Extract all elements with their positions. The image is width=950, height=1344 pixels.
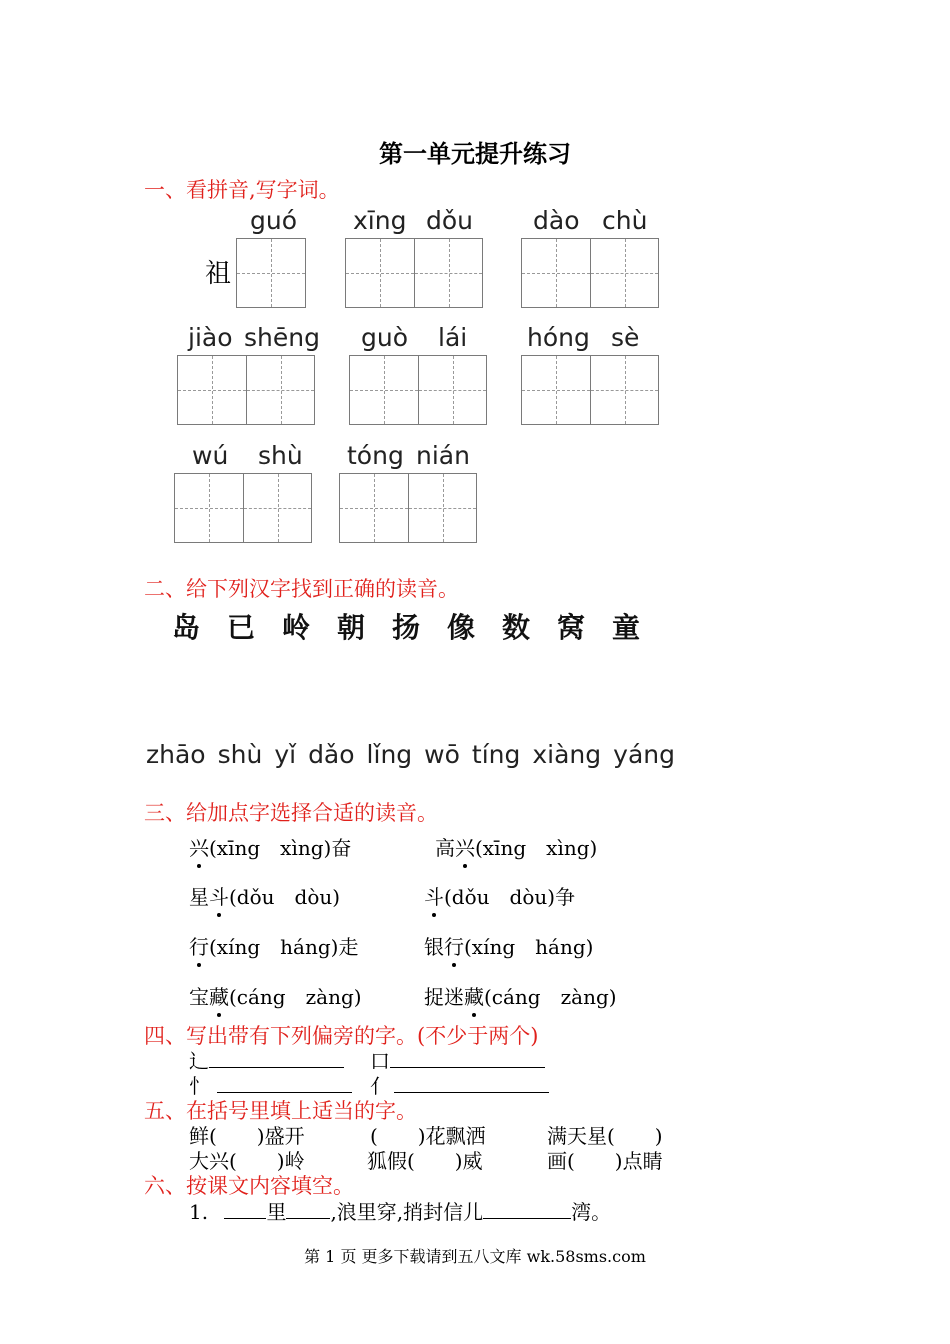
hanzi: 岭: [282, 611, 311, 644]
section3-heading: 三、给加点字选择合适的读音。: [144, 801, 438, 825]
writing-grid[interactable]: [349, 355, 487, 425]
answer-blank[interactable]: [390, 1049, 545, 1068]
pinyin-label: dào: [533, 206, 580, 235]
section6-heading: 六、按课文内容填空。: [144, 1174, 354, 1198]
pinyin-option: yǐ: [274, 740, 297, 769]
pinyin-label: lái: [438, 323, 468, 352]
writing-grid[interactable]: [177, 355, 315, 425]
answer-blank[interactable]: [217, 1074, 352, 1093]
section5-heading: 五、在括号里填上适当的字。: [144, 1099, 417, 1123]
radical-item: 亻: [370, 1070, 549, 1099]
hanzi: 扬: [392, 611, 421, 644]
hanzi: 数: [502, 611, 531, 644]
reading-item: 兴(xīng xìng)奋: [189, 832, 351, 861]
section4-heading: 四、写出带有下列偏旁的字。(不少于两个): [144, 1024, 539, 1048]
pinyin-option: tíng: [471, 740, 521, 769]
pinyin-option: dǎo: [308, 740, 355, 769]
fill-item: 鲜( )盛开: [189, 1124, 305, 1148]
radical-item: 忄: [189, 1070, 352, 1099]
writing-grid[interactable]: [236, 238, 306, 308]
fill-item: 狐假( )威: [367, 1149, 483, 1173]
dotted-char: 斗: [424, 881, 444, 910]
fill-item: 满天星( ): [547, 1124, 663, 1148]
pinyin-label: nián: [416, 441, 470, 470]
pinyin-label: xīng: [353, 206, 407, 235]
dotted-char: 行: [444, 931, 464, 960]
pinyin-option: yáng: [613, 740, 675, 769]
fill-item: 大兴( )岭: [189, 1149, 305, 1173]
dotted-char: 兴: [189, 832, 209, 861]
pinyin-label: dǒu: [426, 206, 474, 235]
pinyin-label: shù: [258, 441, 303, 470]
page-title: 第一单元提升练习: [379, 139, 571, 168]
fill-item: 画( )点睛: [547, 1149, 663, 1173]
reading-item: 行(xíng háng)走: [189, 931, 358, 960]
pinyin-option: xiàng: [532, 740, 602, 769]
fill-item: ( )花飘洒: [370, 1124, 486, 1148]
pinyin-label: wú: [192, 441, 229, 470]
hanzi: 窝: [557, 611, 586, 644]
hanzi: 童: [612, 611, 641, 644]
answer-blank[interactable]: [394, 1074, 549, 1093]
pinyin-option: lǐng: [366, 740, 413, 769]
dotted-char: 藏: [209, 981, 229, 1010]
answer-blank[interactable]: [483, 1200, 571, 1219]
character-list: [172, 606, 667, 646]
dotted-char: 行: [189, 931, 209, 960]
page-footer: 第 1 页 更多下载请到五八文库 wk.58sms.com: [304, 1247, 646, 1266]
section1-heading: 一、看拼音,写字词。: [144, 178, 340, 202]
hanzi: 像: [447, 611, 476, 644]
reading-item: 银行(xíng háng): [424, 931, 593, 960]
pinyin-label: guó: [250, 206, 298, 235]
dotted-char: 斗: [209, 881, 229, 910]
writing-grid[interactable]: [521, 238, 659, 308]
radical-item: 口: [370, 1045, 545, 1074]
reading-item: 宝藏(cáng zàng): [189, 981, 362, 1010]
radical-item: 辶: [189, 1045, 344, 1074]
answer-blank[interactable]: [286, 1200, 330, 1219]
fill-sentence: 1. 里 ,浪里穿,捎封信儿 湾。: [189, 1200, 612, 1224]
pinyin-option: shù: [217, 740, 263, 769]
dotted-char: 兴: [455, 832, 475, 861]
answer-blank[interactable]: [224, 1200, 266, 1219]
pinyin-list: [146, 740, 687, 769]
pinyin-label: chù: [602, 206, 648, 235]
answer-blank[interactable]: [209, 1049, 344, 1068]
hanzi: 已: [227, 611, 256, 644]
reading-item: 星斗(dǒu dòu): [189, 881, 340, 910]
pinyin-option: zhāo: [146, 740, 206, 769]
section2-heading: 二、给下列汉字找到正确的读音。: [144, 577, 459, 601]
writing-grid[interactable]: [345, 238, 483, 308]
writing-grid[interactable]: [174, 473, 312, 543]
writing-grid[interactable]: [339, 473, 477, 543]
reading-item: 捉迷藏(cáng zàng): [424, 981, 617, 1010]
pinyin-label: tóng: [347, 441, 404, 470]
given-char: 祖: [205, 259, 232, 289]
pinyin-label: hóng: [527, 323, 590, 352]
pinyin-label: sè: [611, 323, 640, 352]
reading-item: 斗(dǒu dòu)争: [424, 881, 575, 910]
pinyin-label: guò: [361, 323, 409, 352]
pinyin-option: wō: [424, 740, 460, 769]
writing-grid[interactable]: [521, 355, 659, 425]
pinyin-label: shēng: [244, 323, 320, 352]
reading-item: 高兴(xīng xìng): [435, 832, 597, 861]
dotted-char: 藏: [464, 981, 484, 1010]
hanzi: 岛: [172, 611, 201, 644]
hanzi: 朝: [337, 611, 366, 644]
pinyin-label: jiào: [188, 323, 233, 352]
